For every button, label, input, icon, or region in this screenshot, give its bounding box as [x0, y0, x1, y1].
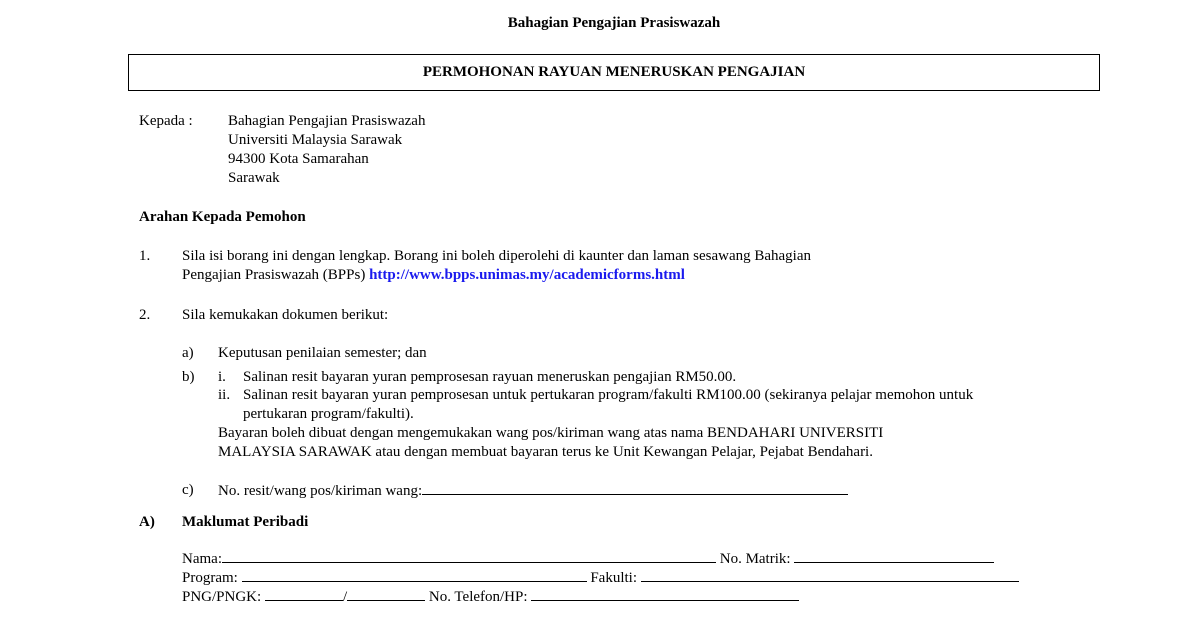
item-2b-label: b)	[182, 369, 195, 385]
item-2b-ii-label: ii.	[218, 387, 231, 403]
item-2c-label: c)	[182, 482, 194, 498]
item-2b-i-text: Salinan resit bayaran yuran pemprosesan rayuan meneruskan pengajian RM50.00.	[243, 369, 737, 385]
item-2b-i-label: i.	[218, 369, 226, 385]
name-label: Nama:	[182, 551, 222, 567]
item-2-number: 2.	[139, 307, 151, 323]
receipt-number-row	[218, 481, 848, 501]
matric-label: No. Matrik:	[719, 551, 791, 567]
program-field[interactable]	[242, 568, 587, 582]
address-line-1: Bahagian Pengajian Prasiswazah	[228, 113, 426, 129]
gpa-phone-row	[182, 587, 799, 607]
cgpa-field[interactable]	[347, 587, 425, 601]
receipt-number-label: No. resit/wang pos/kiriman wang:	[218, 483, 423, 499]
phone-field[interactable]	[531, 587, 799, 601]
phone-label: No. Telefon/HP:	[428, 589, 528, 605]
gpa-field[interactable]	[265, 587, 343, 601]
gpa-separator: /	[342, 589, 348, 605]
address-line-2: Universiti Malaysia Sarawak	[228, 132, 403, 148]
item-1-number: 1.	[139, 248, 151, 264]
name-field[interactable]	[222, 549, 716, 563]
item-2a-label: a)	[182, 345, 194, 361]
program-label: Program:	[182, 570, 238, 586]
section-a-heading: Maklumat Peribadi	[182, 514, 309, 530]
document-header: Bahagian Pengajian Prasiswazah	[507, 15, 721, 31]
faculty-label: Fakulti:	[590, 570, 637, 586]
matric-field[interactable]	[794, 549, 994, 563]
instructions-heading: Arahan Kepada Pemohon	[139, 209, 306, 225]
address-label: Kepada :	[139, 113, 193, 129]
item-1-text-2	[182, 266, 685, 285]
name-matric-row	[182, 549, 994, 569]
program-faculty-row	[182, 568, 1019, 588]
payment-note-1: Bayaran boleh dibuat dengan mengemukakan wang pos/kiriman wang atas nama BENDAHARI UNIVERSITI	[218, 425, 884, 441]
gpa-label: PNG/PNGK:	[182, 589, 262, 605]
item-1-text-prefix: Pengajian Prasiswazah (BPPs)	[182, 267, 370, 283]
section-a-label: A)	[139, 514, 155, 530]
item-2b-ii-text-1: Salinan resit bayaran yuran pemprosesan untuk pertukaran program/fakulti RM100.00 (sekiranya pelajar memohon untuk	[243, 387, 974, 403]
receipt-number-field[interactable]	[422, 481, 848, 495]
form-title: PERMOHONAN RAYUAN MENERUSKAN PENGAJIAN	[128, 54, 1100, 91]
address-line-3: 94300 Kota Samarahan	[228, 151, 369, 167]
item-2a-text: Keputusan penilaian semester; dan	[218, 345, 427, 361]
item-2-text: Sila kemukakan dokumen berikut:	[182, 307, 389, 323]
faculty-field[interactable]	[641, 568, 1019, 582]
item-1-text: Sila isi borang ini dengan lengkap. Borang ini boleh diperolehi di kaunter dan laman sesawang Bahagian	[182, 248, 812, 264]
academic-forms-link[interactable]: http://www.bpps.unimas.my/academicforms.html	[369, 267, 685, 283]
payment-note-2: MALAYSIA SARAWAK atau dengan membuat bayaran terus ke Unit Kewangan Pelajar, Pejabat Bendahari.	[218, 444, 873, 460]
address-line-4: Sarawak	[228, 170, 280, 186]
item-2b-ii-text-2: pertukaran program/fakulti).	[243, 406, 414, 422]
